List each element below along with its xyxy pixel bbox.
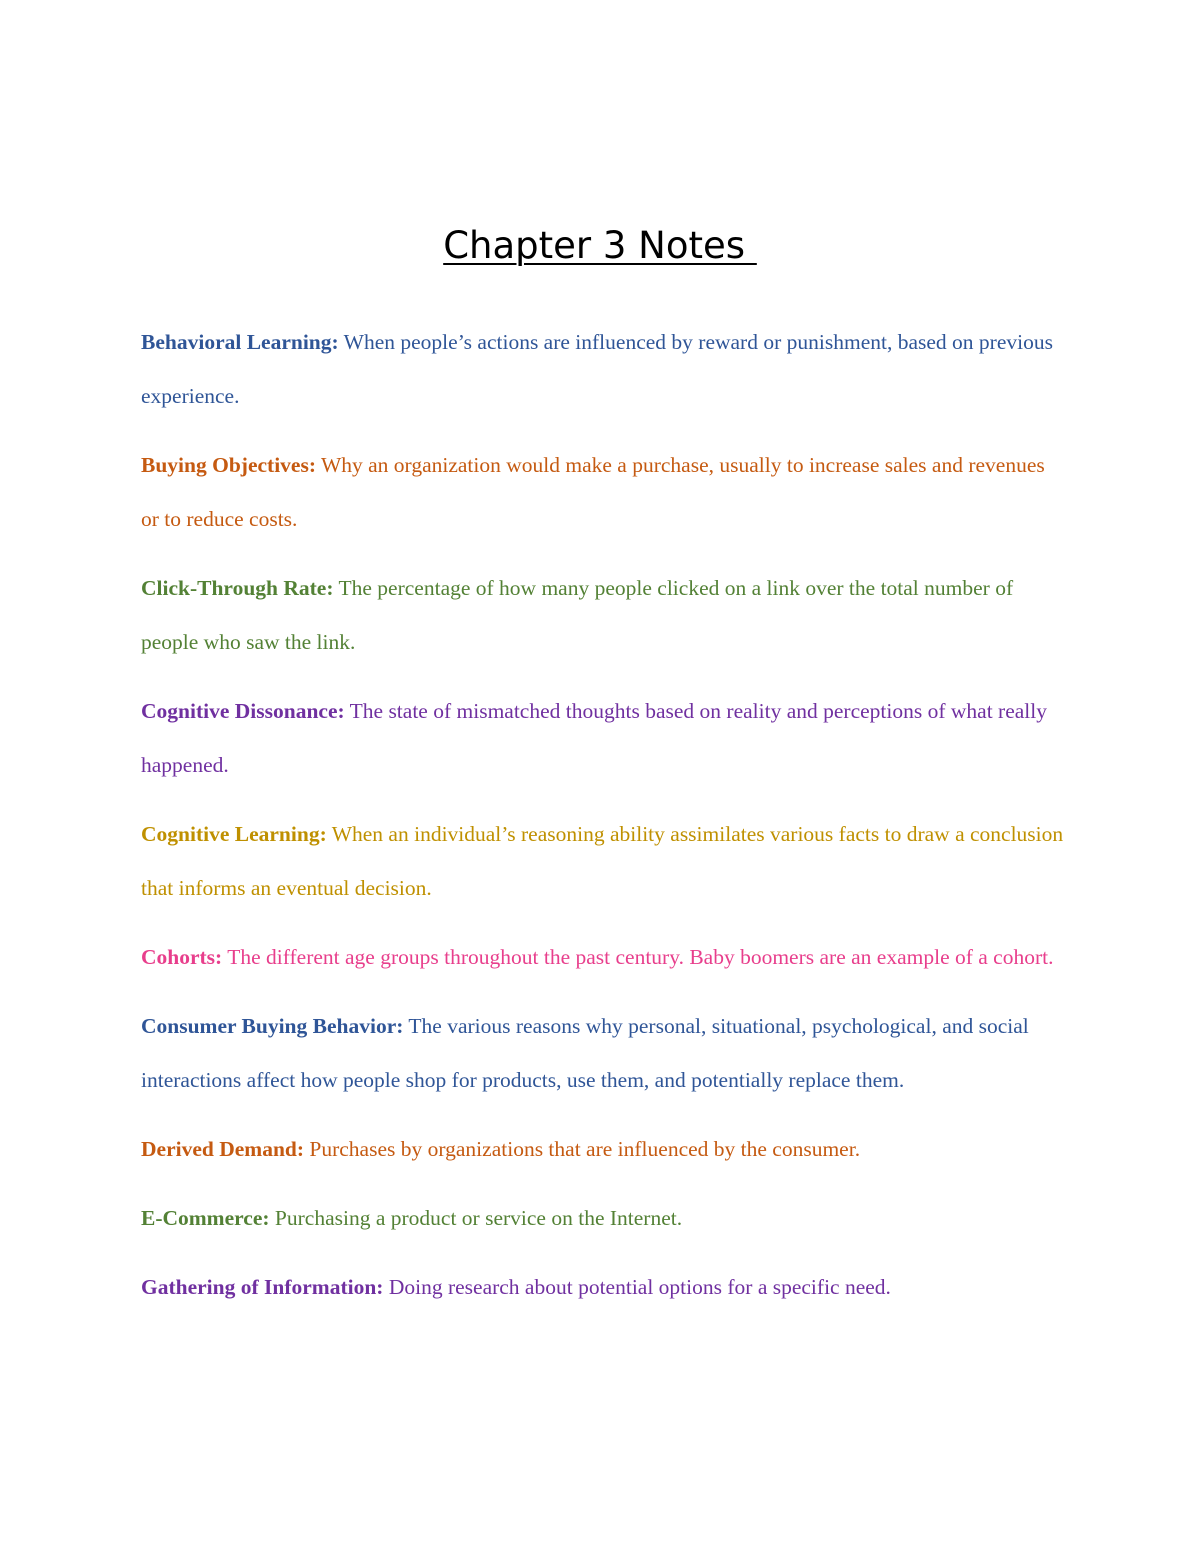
- glossary-term: Cohorts:: [141, 945, 223, 969]
- glossary-entry: [141, 561, 1066, 669]
- glossary-entry: [141, 438, 1066, 546]
- glossary-term: E-Commerce:: [141, 1206, 270, 1230]
- glossary-term: Behavioral Learning:: [141, 330, 339, 354]
- glossary-definition: When people’s actions are influenced by reward or punishment, based on previous experience.: [141, 330, 1053, 408]
- glossary-entry: [141, 1191, 1066, 1245]
- glossary-term: Cognitive Dissonance:: [141, 699, 345, 723]
- glossary-entry: [141, 1260, 1066, 1314]
- glossary-definition: The state of mismatched thoughts based on reality and perceptions of what really happened.: [141, 699, 1047, 777]
- glossary-term: Consumer Buying Behavior:: [141, 1014, 404, 1038]
- glossary-definition: Purchases by organizations that are influenced by the consumer.: [304, 1137, 861, 1161]
- glossary-entry: [141, 684, 1066, 792]
- glossary-entry: [141, 930, 1066, 984]
- glossary-definition: Purchasing a product or service on the Internet.: [269, 1206, 683, 1230]
- glossary-term: Buying Objectives:: [141, 453, 316, 477]
- glossary-entry: [141, 315, 1066, 423]
- glossary-definition: The percentage of how many people clicked on a link over the total number of people who saw the link.: [141, 576, 1014, 654]
- glossary-entry: [141, 1122, 1066, 1176]
- glossary-entry: [141, 807, 1066, 915]
- glossary-definition: When an individual’s reasoning ability assimilates various facts to draw a conclusion that informs an eventual decision.: [141, 822, 1064, 900]
- glossary-term: Click-Through Rate:: [141, 576, 334, 600]
- glossary-entry: [141, 999, 1066, 1107]
- glossary-list: [141, 315, 1066, 1329]
- glossary-definition: Why an organization would make a purchase, usually to increase sales and revenues or to reduce costs.: [141, 453, 1045, 531]
- glossary-term: Derived Demand:: [141, 1137, 305, 1161]
- glossary-definition: The different age groups throughout the past century. Baby boomers are an example of a cohort.: [222, 945, 1054, 969]
- glossary-term: Gathering of Information:: [141, 1275, 384, 1299]
- page-title: Chapter 3 Notes: [443, 224, 757, 267]
- glossary-term: Cognitive Learning:: [141, 822, 327, 846]
- glossary-definition: Doing research about potential options for a specific need.: [383, 1275, 891, 1299]
- glossary-definition: The various reasons why personal, situational, psychological, and social interactions affect how people shop for products, use them, and potentially replace them.: [141, 1014, 1029, 1092]
